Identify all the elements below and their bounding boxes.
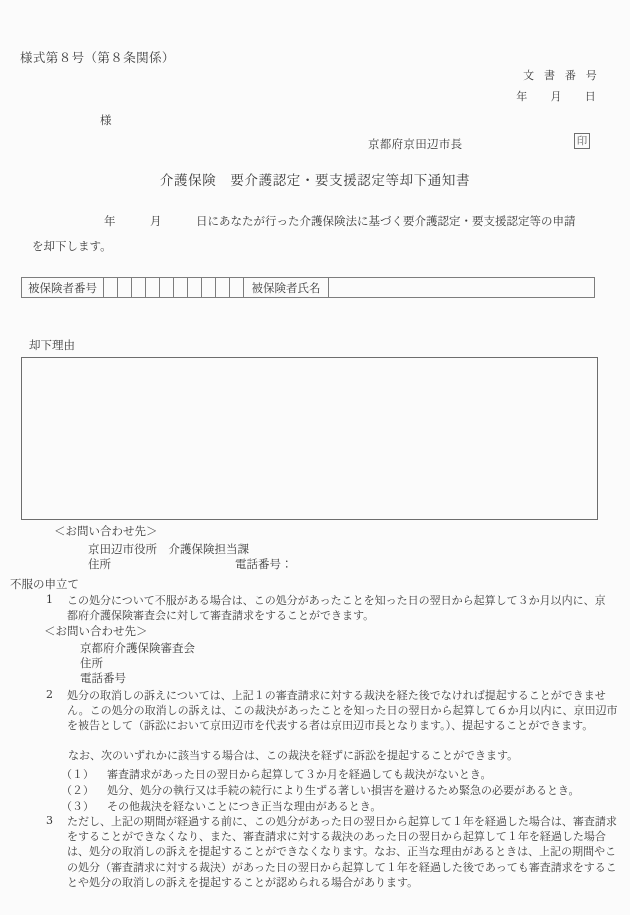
appeal-subitem-1-body: 審査請求があった日の翌日から起算して３か月を経過しても裁決がないとき。 bbox=[107, 768, 492, 781]
appeal-subitem-2-body: 処分、処分の執行又は手続の続行により生ずる著しい損害を避けるため緊急の必要があるとき。 bbox=[107, 784, 580, 797]
board-contact-tel-label: 電話番号 bbox=[80, 671, 126, 685]
city-contact-organization: 京田辺市役所 介護保険担当課 bbox=[88, 542, 249, 556]
city-contact-address-label: 住所 bbox=[88, 557, 111, 571]
appeal-exception-intro: なお、次のいずれかに該当する場合は、この裁決を経ずに訴訟を提起することができます。 bbox=[68, 749, 519, 762]
appeal-item-2-body: 処分の取消しの訴えについては、上記１の審査請求に対する裁決を経た後でなければ提起することができません。この処分の取消しの訴えは、この裁決があったことを知った日の翌日から起算して６か月以内に、京田辺市を被告として（訴訟において京田辺市を代表する者は京田辺市長となります。）、提起することができます。 bbox=[67, 689, 618, 733]
intro-text-line-2: を却下します。 bbox=[32, 239, 112, 253]
board-contact-address-label: 住所 bbox=[80, 656, 103, 670]
insured-number-cell-4[interactable] bbox=[146, 278, 160, 298]
appeal-section-heading: 不服の申立て bbox=[10, 577, 79, 591]
document-number-label: 文 書 番 号 bbox=[523, 69, 600, 82]
insured-number-cell-1[interactable] bbox=[104, 278, 118, 298]
insured-number-cell-10[interactable] bbox=[230, 278, 244, 298]
appeal-item-3-number: 3 bbox=[46, 814, 53, 827]
insured-number-cell-8[interactable] bbox=[202, 278, 216, 298]
insured-name-field[interactable] bbox=[329, 278, 595, 298]
appeal-item-1-body: この処分について不服がある場合は、この処分があったことを知った日の翌日から起算して３か月以内に、京都府介護保険審査会に対して審査請求をすることができます。 bbox=[67, 594, 606, 623]
issuer-name: 京都府京田辺市長 bbox=[368, 137, 463, 151]
table-row bbox=[22, 278, 595, 298]
intro-text-line-1: 年 月 日にあなたが行った介護保険法に基づく要介護認定・要支援認定等の申請 bbox=[104, 214, 576, 228]
appeal-item-2-number: 2 bbox=[46, 688, 53, 701]
form-number-label: 様式第８号（第８条関係） bbox=[20, 50, 175, 65]
appeal-subitem-3-body: その他裁決を経ないことにつき正当な理由があるとき。 bbox=[107, 800, 382, 813]
appeal-subitem-2-number: （２） bbox=[61, 784, 94, 797]
insured-number-cell-9[interactable] bbox=[216, 278, 230, 298]
insured-number-cell-6[interactable] bbox=[174, 278, 188, 298]
insured-number-cell-7[interactable] bbox=[188, 278, 202, 298]
appeal-subitem-1-number: （１） bbox=[61, 768, 94, 781]
addressee-suffix-label: 様 bbox=[100, 113, 112, 127]
city-contact-heading: ＜お問い合わせ先＞ bbox=[54, 524, 158, 538]
board-contact-heading: ＜お問い合わせ先＞ bbox=[44, 624, 148, 638]
insured-number-cell-2[interactable] bbox=[118, 278, 132, 298]
rejection-reason-textarea[interactable] bbox=[21, 357, 598, 520]
insured-number-label: 被保険者番号 bbox=[22, 278, 104, 298]
insured-number-cell-5[interactable] bbox=[160, 278, 174, 298]
board-contact-organization: 京都府介護保険審査会 bbox=[80, 641, 195, 655]
insured-name-label: 被保険者氏名 bbox=[244, 278, 329, 298]
rejection-reason-label: 却下理由 bbox=[29, 338, 75, 352]
insured-person-table bbox=[21, 277, 595, 298]
page-title: 介護保険 要介護認定・要支援認定等却下通知書 bbox=[159, 173, 471, 189]
seal-stamp-box: 印 bbox=[574, 133, 590, 149]
appeal-subitem-3-number: （３） bbox=[61, 800, 94, 813]
appeal-item-3-body: ただし、上記の期間が経過する前に、この処分があった日の翌日から起算して１年を経過した場合は、審査請求をすることができなくなり、また、審査請求に対する裁決のあった日の翌日から起算して１年を経過した場合は、処分の取消しの訴えを提起することができなくなります。なお、正当な理由があるときは、上記の期間やこの処分（審査請求に対する裁決）があった日の翌日から起算して１年を経過した後であっても審査請求をすることや処分の取消しの訴えを提起することが認められる場合があります。 bbox=[67, 815, 617, 889]
appeal-item-1-number: 1 bbox=[46, 593, 53, 606]
document-date-label: 年 月 日 bbox=[516, 90, 599, 103]
insured-number-cell-3[interactable] bbox=[132, 278, 146, 298]
city-contact-tel-label: 電話番号： bbox=[235, 557, 293, 571]
